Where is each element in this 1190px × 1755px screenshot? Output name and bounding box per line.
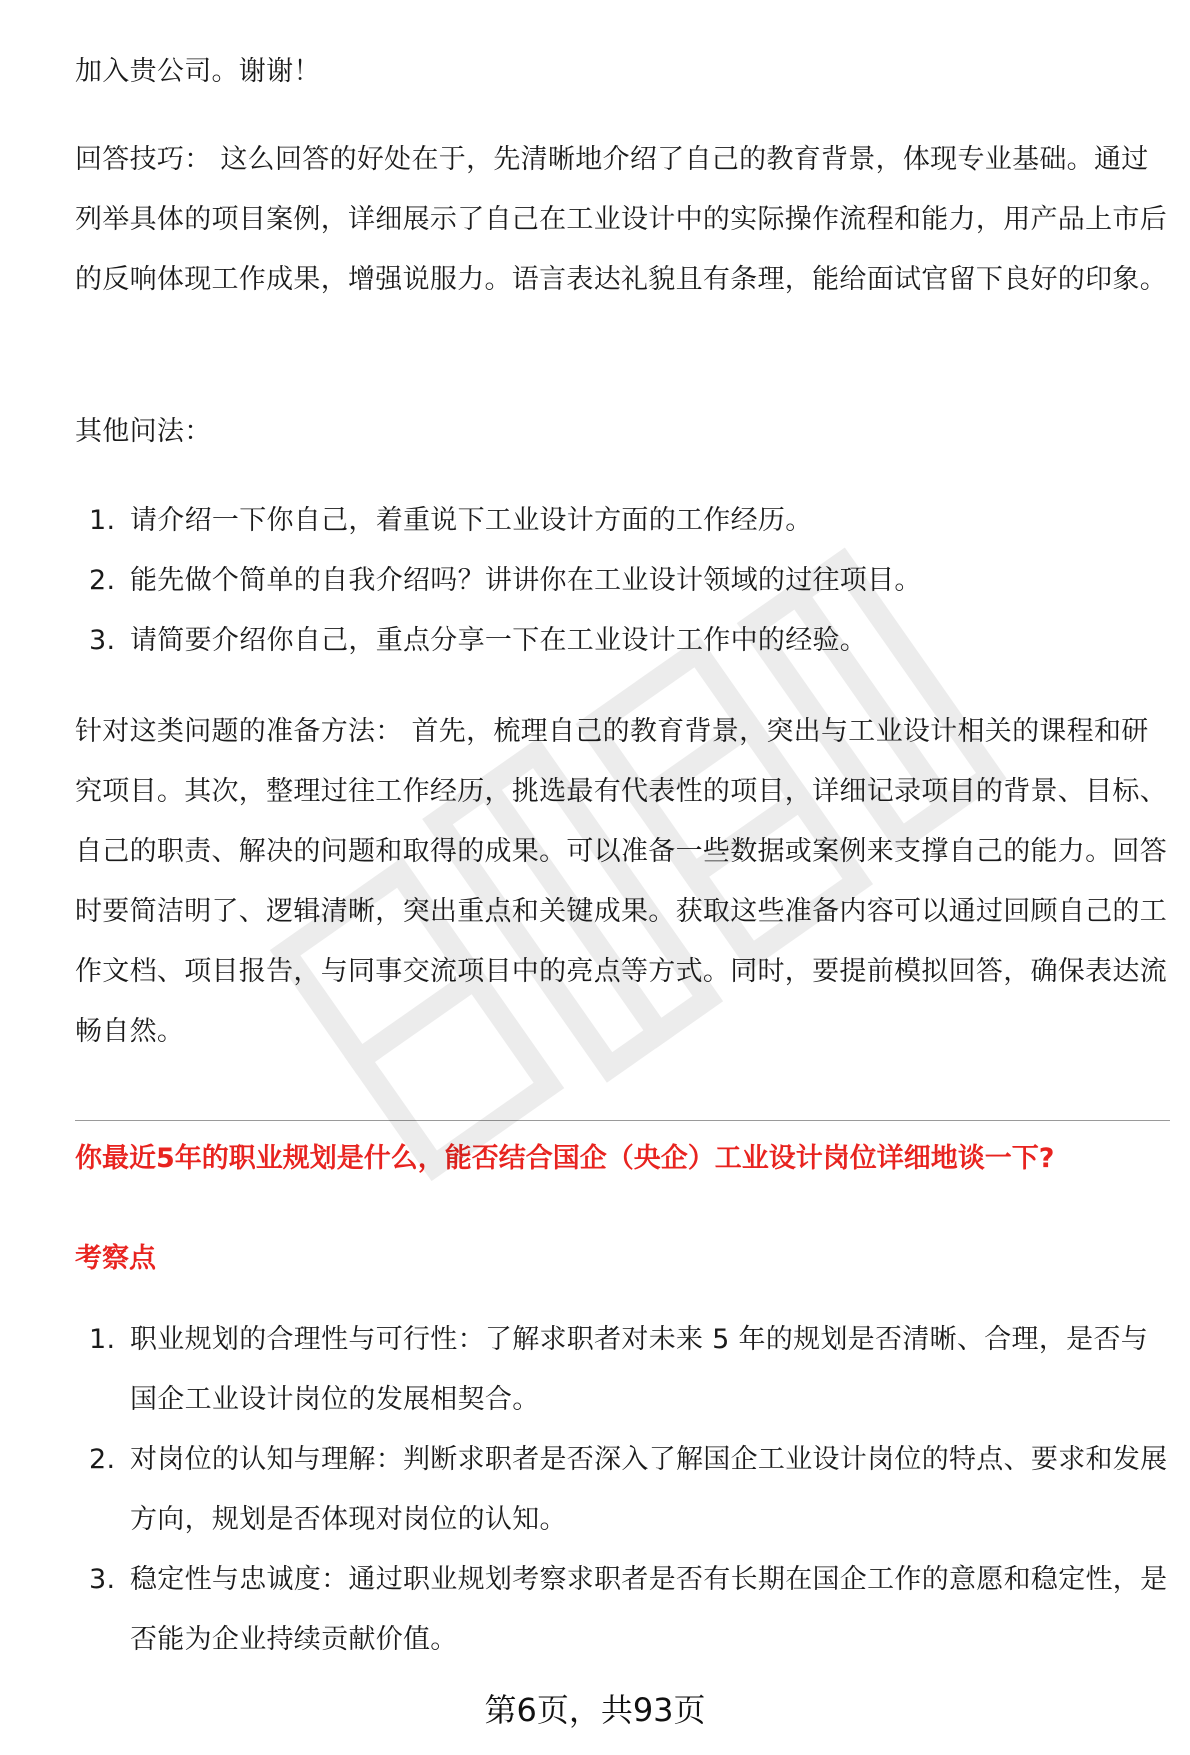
list-item [75,611,1170,671]
section-divider [75,1120,1170,1121]
list-item [75,1550,1170,1670]
examine-points-list [75,1310,1170,1670]
list-item-number: 2. [89,565,116,596]
list-item-number: 1. [89,1324,116,1355]
list-item-text: 请介绍一下你自己，着重说下工业设计方面的工作经历。 [130,505,813,536]
list-item-number: 1. [89,505,116,536]
page-number-footer: 第6页，共93页 [484,1691,706,1729]
list-item-number: 3. [89,625,116,656]
other-questions-list [75,491,1170,671]
examine-points-label: 考察点 [75,1243,156,1274]
list-item [75,1310,1170,1430]
list-item [75,1430,1170,1550]
other-questions-title: 其他问法： [75,416,212,447]
list-item-text: 对岗位的认知与理解：判断求职者是否深入了解国企工业设计岗位的特点、要求和发展方向，规划是否体现对岗位的认知。 [130,1444,1168,1535]
list-item-text: 稳定性与忠诚度：通过职业规划考察求职者是否有长期在国企工作的意愿和稳定性，是否能为企业持续贡献价值。 [130,1564,1168,1655]
list-item-text: 请简要介绍你自己，重点分享一下在工业设计工作中的经验。 [130,625,868,656]
question-title: 你最近5年的职业规划是什么，能否结合国企（央企）工业设计岗位详细地谈一下? [75,1143,1055,1174]
preparation-method-paragraph: 针对这类问题的准备方法： 首先，梳理自己的教育背景，突出与工业设计相关的课程和研究项目。其次，整理过往工作经历，挑选最有代表性的项目，详细记录项目的背景、目标、自己的职责、解决的问题和取得的成果。可以准备一些数据或案例来支撑自己的能力。回答时要简洁明了、逻辑清晰，突出重点和关键成果。获取这些准备内容可以通过回顾自己的工作文档、项目报告，与同事交流项目中的亮点等方式。同时，要提前模拟回答，确保表达流畅自然。 [75,716,1167,1047]
continuation-line: 加入贵公司。谢谢！ [75,56,321,87]
list-item-number: 2. [89,1444,116,1475]
list-item-text: 职业规划的合理性与可行性：了解求职者对未来 5 年的规划是否清晰、合理，是否与国企工业设计岗位的发展相契合。 [130,1324,1149,1415]
answer-tips-paragraph: 回答技巧： 这么回答的好处在于，先清晰地介绍了自己的教育背景，体现专业基础。通过列举具体的项目案例，详细展示了自己在工业设计中的实际操作流程和能力，用产品上市后的反响体现工作成果，增强说服力。语言表达礼貌且有条理，能给面试官留下良好的印象。 [75,144,1167,295]
list-item-number: 3. [89,1564,116,1595]
list-item [75,551,1170,611]
list-item [75,491,1170,551]
list-item-text: 能先做个简单的自我介绍吗？讲讲你在工业设计领域的过往项目。 [130,565,922,596]
